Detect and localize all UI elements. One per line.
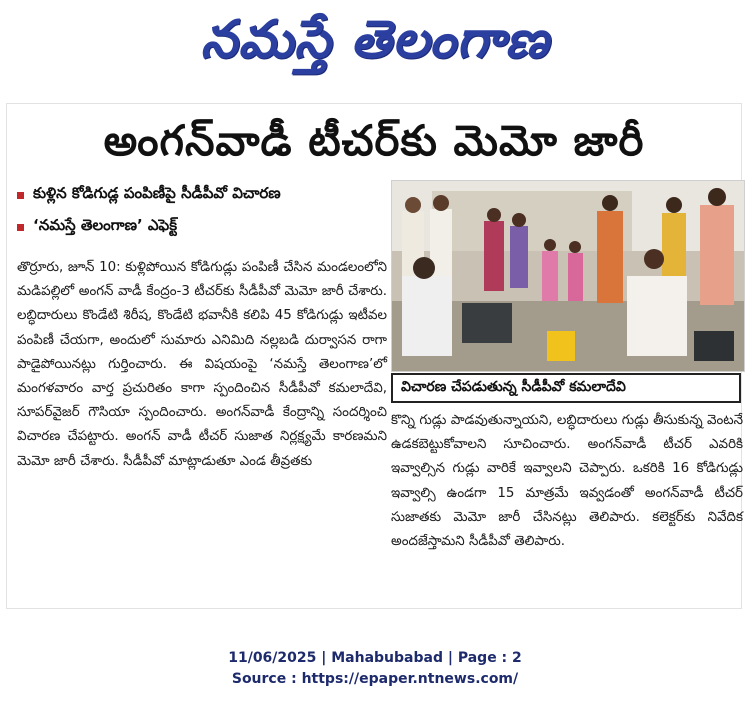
edition-info: 11/06/2025 | Mahabubabad | Page : 2 xyxy=(228,650,522,666)
photo-caption xyxy=(391,373,741,403)
article-body-right-column xyxy=(391,409,743,554)
subheading-text: ‘నమస్తే తెలంగాణ’ ఎఫెక్ట్ xyxy=(33,216,178,234)
subheading-text: కుళ్లిన కోడిగుడ్ల పంపిణీపై సీడీపీవో విచారణ xyxy=(33,184,281,202)
article-clipping xyxy=(6,103,742,609)
subheading-list xyxy=(17,184,387,248)
source-url: Source : https://epaper.ntnews.com/ xyxy=(231,671,519,687)
article-body-text: తొర్రూరు, జూన్ 10: కుళ్లిపోయిన కోడిగుడ్లు పంపిణీ చేసిన మండలంలోని మడిపల్లిలో అంగన్ వాడీ కేంద్రం-3 టీచర్‌కు సీడీపీవో మెమో జారీ చేశారు. లబ్ధిదారులు కొండేటి శిరీష, కొండేటి భవానీకి కలిపి 45 కోడిగుడ్లు ఇటీవల పంపిణీ చేయగా, అందులో సుమారు ఎనిమిది నల్లబడి దుర్వాసన రాగా పాడైపోయినట్లు గుర్తించారు. ఈ విషయంపై ‘నమస్తే తెలంగాణ’లో మంగళవారం వార్త ప్రచురితం కాగా స్పందించిన సీడీపీవో కమలాదేవి, సూపర్‌వైజర్ గౌసియా స్పందించారు. అంగన్‌వాడీ కేంద్రాన్ని సందర్శించి విచారణ చేపట్టారు. అంగన్ వాడీ టీచర్ సుజాత నిర్లక్ష్యమే కారణమని మెమో జారీ చేశారు. సీడీపీవో మాట్లాడుతూ ఎండ తీవ్రతకు xyxy=(17,260,387,469)
article-photo xyxy=(391,180,745,372)
masthead xyxy=(0,0,750,92)
article-headline: అంగన్‌వాడీ టీచర్‌కు మెమో జారీ xyxy=(103,116,645,165)
bullet-square-icon xyxy=(17,224,24,231)
subheading-item xyxy=(17,216,387,238)
masthead-logo: నమస్తే తెలంగాణ xyxy=(200,9,550,70)
source-footer xyxy=(0,648,750,690)
article-body-left-column xyxy=(17,256,387,474)
photo-caption-text: విచారణ చేపడుతున్న సీడీపీవో కమలాదేవి xyxy=(401,378,626,395)
photo-illustration xyxy=(392,181,744,371)
bullet-square-icon xyxy=(17,192,24,199)
subheading-item xyxy=(17,184,387,206)
article-body-text: కొన్ని గుడ్లు పాడవుతున్నాయని, లబ్ధిదారులు గుడ్లు తీసుకున్న వెంటనే ఉడకబెట్టుకోవాలని సూచించారు. అంగన్‌వాడీ టీచర్ ఎవరికి ఇవ్వాల్సిన గుడ్లు వారికే ఇవ్వాలని చెప్పారు. ఒకరికి 16 కోడిగుడ్లు ఇవ్వాల్సి ఉండగా 15 మాత్రమే ఇవ్వడంతో అంగన్‌వాడీ టీచర్ సుజాతకు మెమో జారీ చేసినట్లు తెలిపారు. కలెక్టర్‌కు నివేదిక అందజేస్తామని సీడీపీవో తెలిపారు. xyxy=(391,413,743,550)
